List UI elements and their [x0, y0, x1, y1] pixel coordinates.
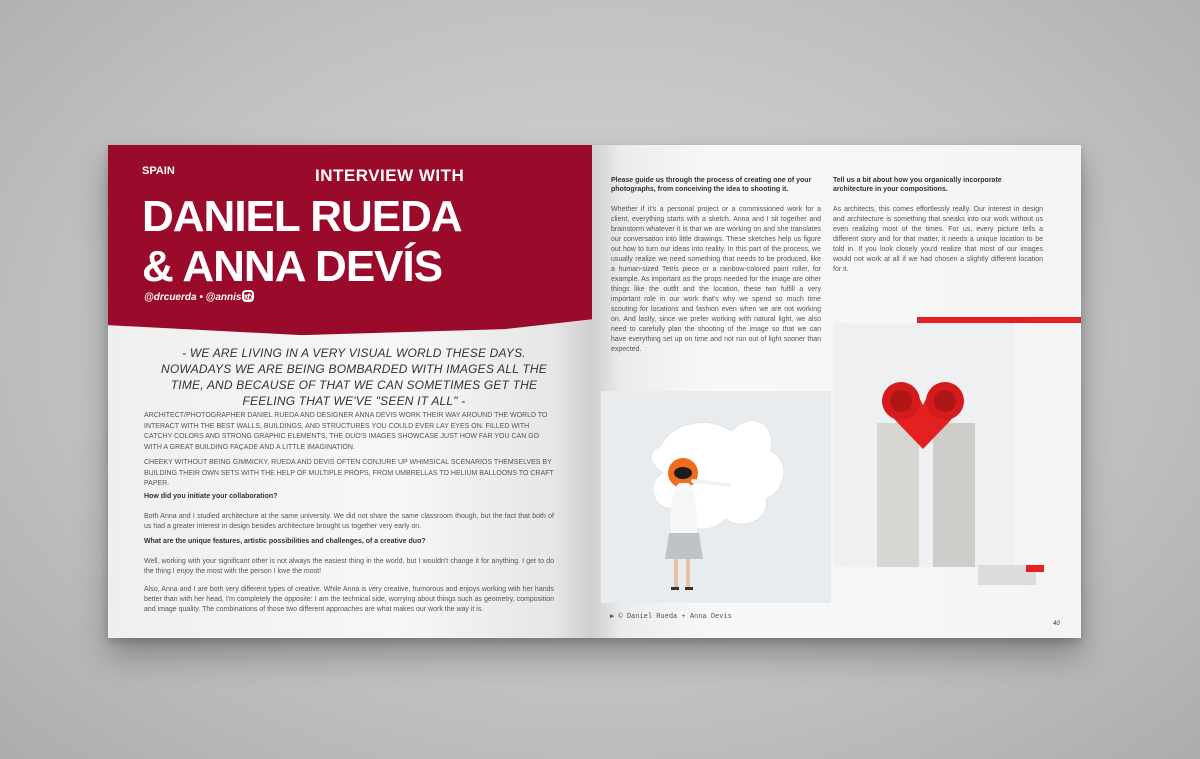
question-4: Tell us a bit about how you organically incorporate architecture in your compositions. [833, 177, 1002, 193]
country-label: SPAIN [142, 165, 175, 177]
pull-quote: - WE ARE LIVING IN A VERY VISUAL WORLD THESE DAYS. NOWADAYS WE ARE BEING BOMBARDED WITH IMAGES ALL THE TIME, AND BECAUSE OF THAT WE CAN SOMETIMES GET THE FEELING THAT WE'VE "SEEN IT ALL" - [160, 346, 548, 408]
interview-label: INTERVIEW WITH [315, 166, 465, 185]
question-2: What are the unique features, artistic possibilities and challenges, of a creative duo? [144, 538, 426, 545]
magazine-spread [108, 145, 1081, 638]
question-3: Please guide us through the process of creating one of your photographs, from conceiving the idea to shooting it. [611, 177, 812, 193]
photo-fried-egg [601, 391, 831, 603]
photo-caption: ▶ © Daniel Rueda + Anna Devis [610, 613, 732, 621]
intro-paragraph-2: CHEEKY WITHOUT BEING GIMMICKY, RUEDA AND DEVIS OFTEN CONJURE UP WHIMSICAL SCENARIOS THEMSELVES BY BUILDING THEIR OWN SETS WITH THE HELP OF MULTIPLE PROPS, FROM UMBRELLAS TO HELIUM BALLOONS TO CRAFT PAPER. [144, 459, 554, 487]
answer-4: As architects, this comes effortlessly really. Our interest in design and architecture is something that sneaks into our work without us even realizing most of the times. For us, every picture tells a different story and for that matter, it needs a unique location to be told in. If you look closely you'd realize that most of our images would not work at all if we had chosen a slightly different location for it. [833, 206, 1043, 273]
page-number: 40 [1053, 621, 1060, 627]
fried-egg-illustration [601, 391, 831, 603]
answer-1: Both Anna and I studied architecture at the same university. We did not share the same classroom though, but the fact that both of us had a greater interest in design besides architecture brought us together very early on. [144, 513, 554, 530]
intro-paragraph-1: ARCHITECT/PHOTOGRAPHER DANIEL RUEDA AND DESIGNER ANNA DEVIS WORK THEIR WAY AROUND THE WORLD TO INTERACT WITH THE BEST WALLS, BUILDINGS, AND STRUCTURES YOU COULD EVER LAY EYES ON. FILLED WITH CATCHY COLORS AND STRONG GRAPHIC ELEMENTS, THE DUO'S IMAGES SHOWCASE JUST HOW FAR YOU CAN GO WITH A GREAT BUILDING FAÇADE AND A LITTLE IMAGINATION. [144, 412, 548, 451]
left-page [108, 145, 592, 638]
accent-bar-bottom [1026, 565, 1044, 572]
title-name-line-1: DANIEL RUEDA [142, 192, 462, 241]
title-name-line-2: & ANNA DEVÍS [142, 242, 443, 291]
answer-2: Well, working with your significant other is not always the easiest thing in the world, but I wouldn't change it for anything. I get to do the thing I enjoy the most with the person I love the most! [144, 558, 554, 575]
instagram-icon [242, 290, 254, 302]
right-page [592, 145, 1081, 638]
answer-2-continued: Also, Anna and I are both very different types of creative. While Anna is very creative, humorous and enjoys working with her hands better than with her head, I'm completely the opposite: I am the technical side, worrying about things such as geometry, composition and image quality. The combinations of those two different approaches are what makes our work the way it is. [144, 586, 554, 613]
question-1: How did you initiate your collaboration? [144, 493, 278, 500]
social-handles: @drcuerda • @anniset [144, 292, 251, 303]
photo-heart-hats [833, 323, 1014, 567]
heart-hats-illustration [833, 323, 1014, 567]
answer-3: Whether if it's a personal project or a commissioned work for a client, everything starts with a sketch. Anna and I sit together and brainstorm whatever it is that we are working on and she translates our conversation into little drawings. These sketches help us figure out how to turn our ideas into reality. In this part of the process, we usually realize we need something that needs to be produced, like a human-sized Tetris piece or a rainbow-colored paint roller, for example. As important as the props needed for the image are other things like the outfit and the location, these two fulfill a very important role in our work that's why we spend so much time scouting for locations and fashion even when we are not working on. And lastly, since we prefer working with natural light, we also need to carefully plan the shooting of the image so that we can have everything set up on time and not run out of light sooner than expected. [611, 206, 821, 353]
